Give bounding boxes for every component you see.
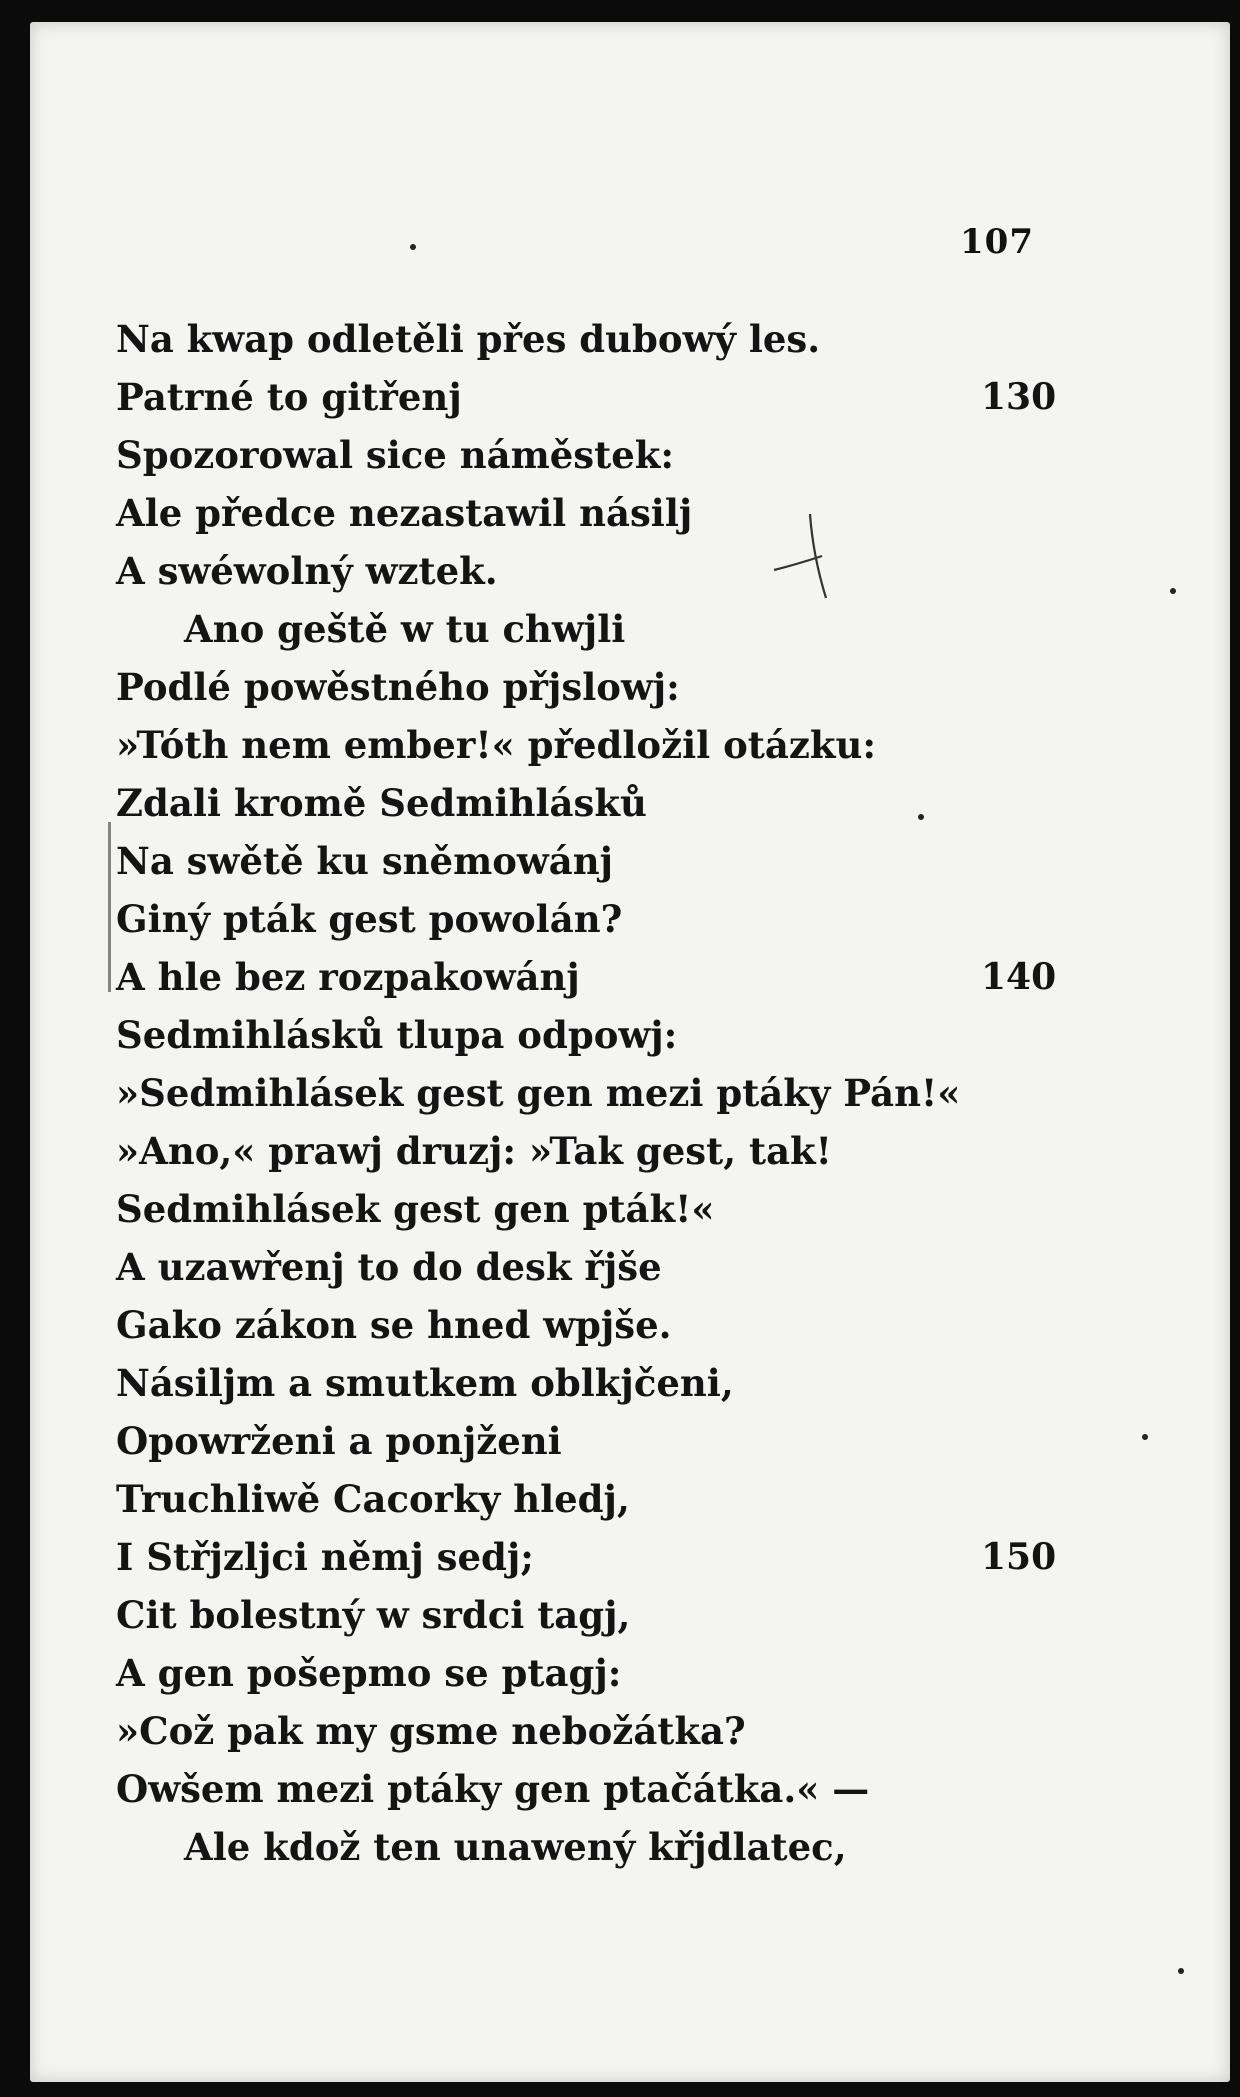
verse-line (116, 1006, 960, 1064)
ink-speck (1178, 1968, 1184, 1974)
line-number: 130 (981, 376, 1057, 418)
verse-line-text: I Střjzljci němj sedj; (116, 1535, 534, 1579)
verse-line (116, 1238, 960, 1296)
verse-line-text: A swéwolný wztek. (116, 549, 498, 593)
verse-line-text: Ano geště w tu chwjli (184, 607, 626, 651)
verse-line-text: Ale předce nezastawil násilj (116, 491, 693, 535)
verse-line (116, 426, 960, 484)
verse-line-text: A hle bez rozpakowánj (116, 955, 580, 999)
verse-line (116, 658, 960, 716)
verse-line-text: Na kwap odletěli přes dubowý les. (116, 317, 821, 361)
verse-line (116, 1644, 960, 1702)
verse-line (116, 542, 960, 600)
verse-line (116, 368, 1057, 426)
verse-line (116, 1354, 960, 1412)
verse-line (116, 1412, 960, 1470)
verse-line-text: Sedmihlásků tlupa odpowj: (116, 1013, 678, 1057)
verse-line (116, 1296, 960, 1354)
verse-line (116, 1180, 960, 1238)
verse-line-text: »Ano,« prawj druzj: »Tak gest, tak! (116, 1129, 832, 1173)
verse-line (116, 310, 960, 368)
verse-line-text: Giný pták gest powolán? (116, 897, 623, 941)
verse-line (116, 1702, 960, 1760)
verse-line-text: A gen pošepmo se ptagj: (116, 1651, 622, 1695)
verse-line (116, 1760, 960, 1818)
page-number: 107 (960, 222, 1034, 262)
verse-line-text: Podlé powěstného přjslowj: (116, 665, 680, 709)
verse-line-text: Cit bolestný w srdci tagj, (116, 1593, 631, 1637)
verse-line (116, 774, 960, 832)
verse-line (116, 1064, 960, 1122)
book-page (30, 22, 1230, 2082)
verse-line-text: Na swětě ku sněmowánj (116, 839, 614, 883)
margin-bracket-mark (108, 822, 111, 992)
verse-line (116, 890, 960, 948)
verse-line-text: Truchliwě Cacorky hledj, (116, 1477, 630, 1521)
verse-line-text: Sedmihlásek gest gen pták!« (116, 1187, 715, 1231)
verse-line-text: Owšem mezi ptáky gen ptačátka.« — (116, 1767, 870, 1811)
verse-line (116, 1122, 960, 1180)
verse-line-text: Zdali kromě Sedmihlásků (116, 781, 647, 825)
line-number: 150 (981, 1536, 1057, 1578)
verse-line (116, 1586, 960, 1644)
verse-line (116, 1528, 1057, 1586)
verse-line (116, 948, 1057, 1006)
verse-line-text: »Sedmihlásek gest gen mezi ptáky Pán!« (116, 1071, 961, 1115)
verse-line-text: Násiljm a smutkem oblkjčeni, (116, 1361, 734, 1405)
ink-speck (1142, 1434, 1148, 1440)
verse-line (116, 600, 960, 658)
verse-line-text: »Tóth nem ember!« předložil otázku: (116, 723, 877, 767)
ink-speck (410, 244, 416, 250)
verse-line-text: Gako zákon se hned wpjše. (116, 1303, 672, 1347)
verse-line (116, 832, 960, 890)
verse-line (116, 1818, 960, 1876)
poem-verse (116, 310, 1057, 1876)
verse-line-text: »Což pak my gsme nebožátka? (116, 1709, 746, 1753)
verse-line-text: Spozorowal sice náměstek: (116, 433, 675, 477)
verse-line-text: Patrné to gitřenj (116, 375, 462, 419)
verse-line (116, 1470, 960, 1528)
verse-line-text: Opowrženi a ponjženi (116, 1419, 562, 1463)
verse-line-text: A uzawřenj to do desk řjše (116, 1245, 662, 1289)
ink-speck (1170, 588, 1176, 594)
verse-line (116, 716, 960, 774)
verse-line (116, 484, 960, 542)
line-number: 140 (981, 956, 1057, 998)
verse-line-text: Ale kdož ten unawený křjdlatec, (184, 1825, 847, 1869)
